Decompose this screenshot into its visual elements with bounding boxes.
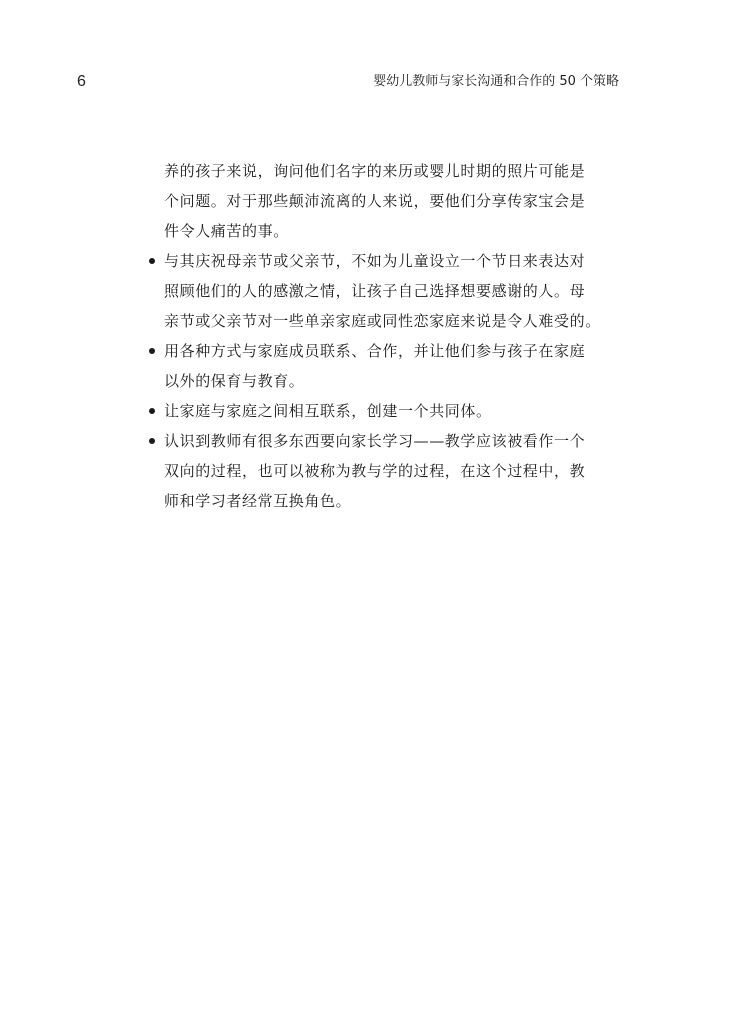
- bullet-dot-icon: [146, 336, 158, 366]
- page-body: [146, 156, 626, 516]
- paragraph-line: 养的孩子来说，询问他们名字的来历或婴儿时期的照片可能是: [164, 162, 586, 180]
- bullet-line: 与其庆祝母亲节或父亲节，不如为儿童设立一个节日来表达对: [164, 252, 586, 270]
- bullet-item: [146, 336, 626, 396]
- bullet-line: 让家庭与家庭之间相互联系，创建一个共同体。: [164, 402, 492, 420]
- continuation-paragraph: [146, 156, 626, 246]
- bullet-line: 用各种方式与家庭成员联系、合作，并让他们参与孩子在家庭: [164, 342, 586, 360]
- bullet-line: 师和学习者经常互换角色。: [164, 492, 352, 510]
- bullet-line: 照顾他们的人的感激之情，让孩子自己选择想要感谢的人。母: [164, 282, 586, 300]
- paragraph-line: 个问题。对于那些颠沛流离的人来说，要他们分享传家宝会是: [164, 192, 586, 210]
- bullet-line: 双向的过程，也可以被称为教与学的过程，在这个过程中，教: [164, 462, 586, 480]
- paragraph-line: 件令人痛苦的事。: [164, 222, 289, 240]
- bullet-line: 认识到教师有很多东西要向家长学习——教学应该被看作一个: [164, 432, 586, 450]
- bullet-line: 以外的保育与教育。: [164, 372, 305, 390]
- page-number: 6: [77, 73, 86, 90]
- bullet-dot-icon: [146, 246, 158, 276]
- bullet-item: [146, 246, 626, 336]
- bullet-dot-icon: [146, 396, 158, 426]
- bullet-dot-icon: [146, 426, 158, 456]
- bullet-item: [146, 396, 626, 426]
- bullet-line: 亲节或父亲节对一些单亲家庭或同性恋家庭来说是令人难受的。: [164, 312, 601, 330]
- running-head: 婴幼儿教师与家长沟通和合作的 50 个策略: [373, 74, 619, 89]
- bullet-list: [146, 246, 626, 516]
- bullet-item: [146, 426, 626, 516]
